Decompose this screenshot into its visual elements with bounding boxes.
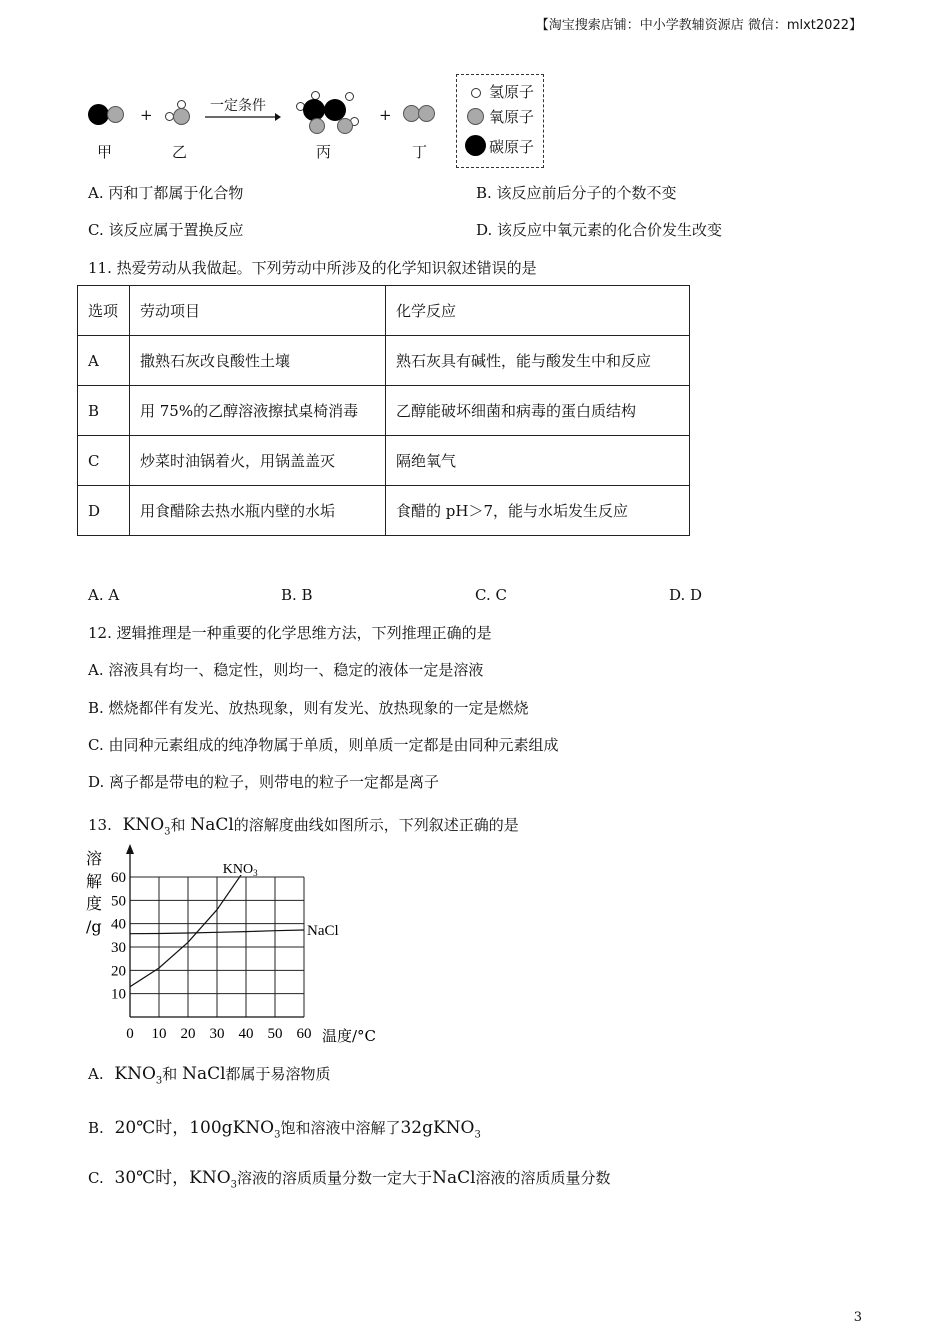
option-prefix: A. — [88, 1065, 104, 1083]
label-ding: 丁 — [412, 143, 428, 161]
labor-table — [77, 285, 690, 536]
y-tick-label: 10 — [111, 986, 126, 1003]
q13-number: 13. — [88, 816, 112, 834]
option-prefix: B. — [88, 1119, 104, 1137]
x-tick-label: 0 — [126, 1026, 134, 1042]
subscript-3: 3 — [474, 1129, 481, 1141]
table-cell: 乙醇能破坏细菌和病毒的蛋白质结构 — [386, 386, 690, 436]
y-tick-label: 30 — [111, 940, 126, 956]
table-cell: A — [78, 336, 130, 386]
label-yi: 乙 — [172, 143, 188, 161]
temperature-text: 20℃时， — [114, 1118, 190, 1138]
y-tick-label: 40 — [111, 916, 126, 933]
option-text: 饱和溶液中溶解了 — [280, 1119, 401, 1137]
and-text: 和 — [162, 1065, 178, 1083]
label-jia: 甲 — [97, 143, 113, 161]
x-tick-label: 40 — [238, 1026, 254, 1042]
q10-option-a: A. 丙和丁都属于化合物 — [88, 184, 244, 202]
reaction-arrow — [205, 112, 281, 122]
carbon-atom-legend-icon — [465, 135, 486, 156]
kno3-text: KNO — [114, 1064, 156, 1084]
q11-option-a: A. A — [88, 586, 120, 604]
q13-option-c — [88, 1163, 611, 1190]
and-text: 和 — [170, 816, 186, 834]
series-label-subscript: 3 — [253, 868, 258, 878]
mass-text: 100gKNO — [189, 1118, 275, 1138]
oxygen-atom — [337, 118, 353, 134]
legend-hydrogen: 氢原子 — [489, 83, 535, 101]
y-axis-label: 度 — [86, 894, 103, 913]
table-cell: B — [78, 386, 130, 436]
option-text: 溶液的溶质质量分数一定大于 — [237, 1169, 433, 1187]
subscript-3: 3 — [274, 1129, 281, 1141]
q12-option-b: B. 燃烧都伴有发光、放热现象，则有发光、放热现象的一定是燃烧 — [88, 699, 529, 717]
kno3-text: KNO — [189, 1168, 231, 1188]
atom-legend — [456, 74, 544, 168]
q12-option-a: A. 溶液具有均一、稳定性，则均一、稳定的液体一定是溶液 — [88, 661, 484, 679]
q10-option-d: D. 该反应中氧元素的化合价发生改变 — [476, 221, 723, 239]
table-row — [78, 486, 690, 536]
x-tick-label: 20 — [180, 1026, 196, 1042]
table-cell: 用食醋除去热水瓶内壁的水垢 — [130, 486, 386, 536]
solubility-chart — [80, 842, 390, 1052]
kno3-formula — [122, 815, 171, 838]
y-tick-label: 20 — [111, 963, 126, 980]
y-axis-label: /g — [86, 917, 102, 936]
q11-stem: 11. 热爱劳动从我做起。下列劳动中所涉及的化学知识叙述错误的是 — [88, 259, 537, 277]
subscript-3: 3 — [164, 826, 171, 838]
kno3-formula — [114, 1064, 163, 1087]
q10-option-b: B. 该反应前后分子的个数不变 — [476, 184, 677, 202]
table-header-cell: 劳动项目 — [130, 286, 386, 336]
series-label-nacl: NaCl — [307, 922, 339, 939]
oxygen-atom — [309, 118, 325, 134]
table-header-cell: 选项 — [78, 286, 130, 336]
kno3-mass-formula — [400, 1118, 481, 1141]
x-axis-label: 温度/°C — [322, 1027, 377, 1045]
chart-ticks — [111, 870, 312, 1042]
reaction-condition: 一定条件 — [210, 98, 266, 114]
kno3-formula — [189, 1168, 238, 1191]
table-cell: 隔绝氧气 — [386, 436, 690, 486]
x-tick-label: 50 — [267, 1026, 283, 1042]
carbon-atom — [88, 104, 109, 125]
y-axis-arrow — [126, 844, 134, 854]
x-tick-label: 30 — [209, 1026, 225, 1042]
oxygen-atom-legend-icon — [467, 108, 484, 125]
y-axis-label: 溶 — [86, 849, 103, 868]
series-label-kno3: $KNO_3$ — [222, 862, 258, 878]
oxygen-atom — [173, 108, 190, 125]
option-prefix: C. — [88, 1169, 104, 1187]
plus-sign: + — [379, 106, 392, 124]
table-row — [78, 336, 690, 386]
table-cell: D — [78, 486, 130, 536]
table-cell: 炒菜时油锅着火，用锅盖盖灭 — [130, 436, 386, 486]
oxygen-atom — [418, 105, 435, 122]
table-cell: 用 75%的乙醇溶液擦拭桌椅消毒 — [130, 386, 386, 436]
table-cell: C — [78, 436, 130, 486]
page-header: 【淘宝搜索店铺：中小学教辅资源店 微信：mlxt2022】 — [535, 18, 862, 33]
table-row — [78, 436, 690, 486]
nacl-formula: NaCl — [190, 815, 234, 835]
legend-carbon: 碳原子 — [489, 138, 535, 156]
nacl-formula: NaCl — [182, 1064, 226, 1084]
table-header-row — [78, 286, 690, 336]
q13-option-b — [88, 1113, 481, 1140]
option-text: 溶液的溶质质量分数 — [475, 1169, 611, 1187]
q11-option-b: B. B — [281, 586, 313, 604]
q10-option-c: C. 该反应属于置换反应 — [88, 221, 244, 239]
option-text: 都属于易溶物质 — [225, 1065, 331, 1083]
table-cell: 撒熟石灰改良酸性土壤 — [130, 336, 386, 386]
hydrogen-atom — [345, 92, 354, 101]
mass-text: 32gKNO — [400, 1118, 475, 1138]
x-tick-label: 10 — [151, 1026, 167, 1042]
table-row — [78, 386, 690, 436]
q12-stem: 12. 逻辑推理是一种重要的化学思维方法，下列推理正确的是 — [88, 624, 492, 642]
temperature-text: 30℃时， — [114, 1168, 190, 1188]
q12-option-c: C. 由同种元素组成的纯净物属于单质，则单质一定都是由同种元素组成 — [88, 736, 559, 754]
chart-grid — [130, 877, 304, 1017]
y-axis-label: 解 — [86, 872, 103, 891]
plus-sign: + — [140, 106, 153, 124]
q13-stem-tail: 的溶解度曲线如图所示，下列叙述正确的是 — [233, 816, 519, 834]
kno3-mass-formula — [189, 1118, 281, 1141]
hydrogen-atom-legend-icon — [471, 88, 481, 98]
subscript-3: 3 — [155, 1075, 163, 1087]
oxygen-atom — [107, 106, 124, 123]
table-header-cell: 化学反应 — [386, 286, 690, 336]
y-tick-label: 50 — [111, 893, 126, 910]
q13-stem — [88, 814, 519, 837]
x-tick-label: 60 — [296, 1026, 312, 1042]
y-tick-label: 60 — [111, 870, 126, 886]
q13-option-a — [88, 1063, 331, 1086]
table-cell: 食醋的 pH＞7，能与水垢发生反应 — [386, 486, 690, 536]
label-bing: 丙 — [316, 143, 332, 161]
subscript-3: 3 — [230, 1179, 238, 1191]
q11-option-c: C. C — [475, 586, 507, 604]
legend-oxygen: 氧原子 — [489, 108, 535, 126]
table-cell: 熟石灰具有碱性，能与酸发生中和反应 — [386, 336, 690, 386]
kno3-text: KNO — [122, 815, 165, 835]
page-number: 3 — [853, 1310, 862, 1325]
nacl-formula: NaCl — [432, 1168, 476, 1188]
q12-option-d: D. 离子都是带电的粒子，则带电的粒子一定都是离子 — [88, 773, 440, 791]
q11-option-d: D. D — [669, 586, 703, 604]
